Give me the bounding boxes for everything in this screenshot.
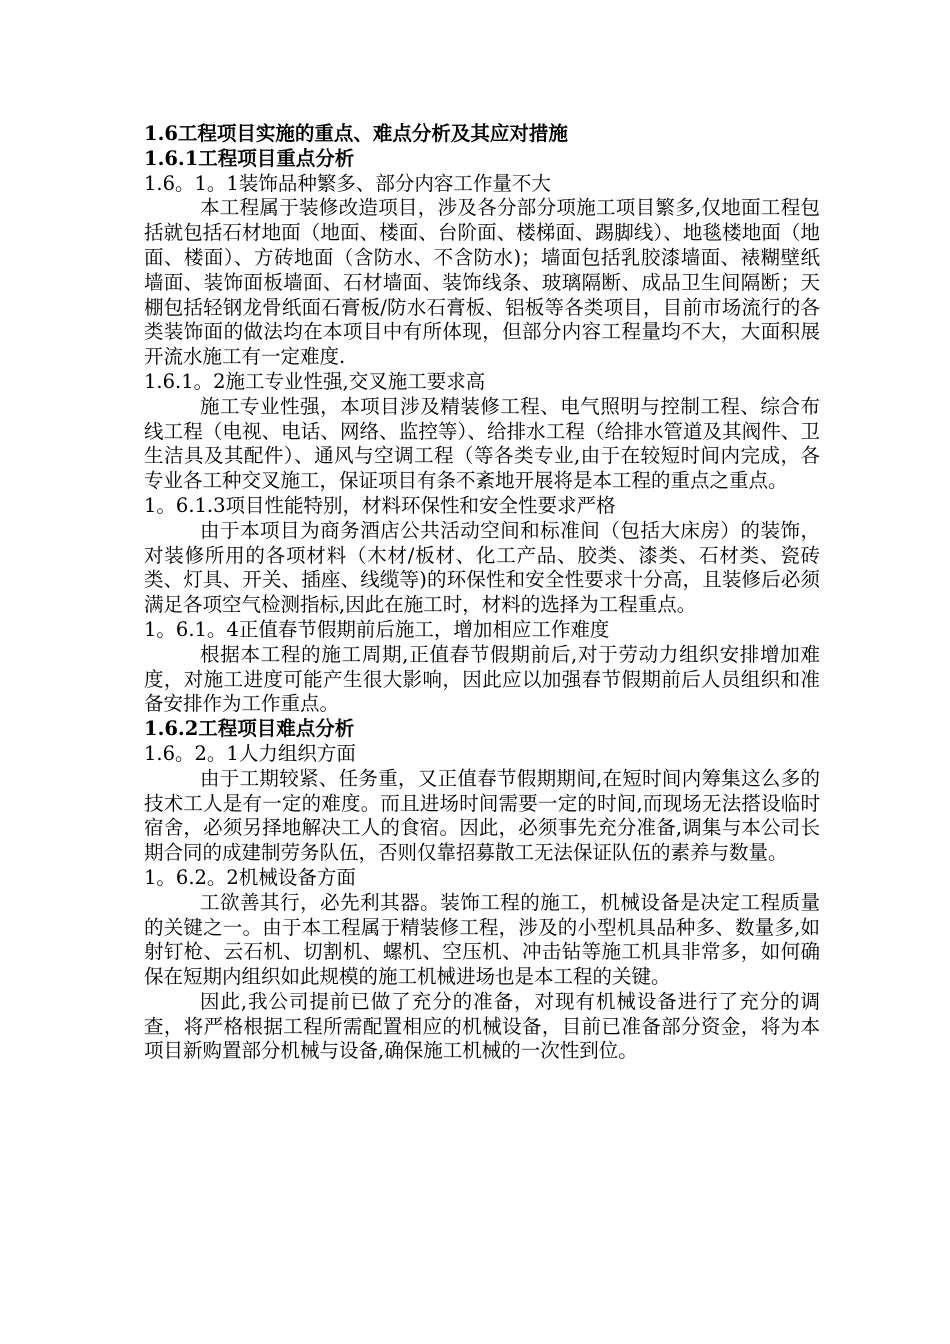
document-page bbox=[144, 122, 820, 1064]
subsection-heading: 1.6.1。2施工专业性强,交叉施工要求高 bbox=[144, 369, 486, 393]
paragraph: 由于工期较紧、任务重，又正值春节假期期间,在短时间内筹集这么多的技术工人是有一定的难度。而且进场时间需要一定的时间,而现场无法搭设临时宿舍，必须另择地解决工人的食宿。因此，必须事先充分准备,调集与本公司长期合同的成建制劳务队伍，否则仅靠招募散工无法保证队伍的素养与数量。 bbox=[144, 766, 820, 865]
main-heading: 1.6工程项目实施的重点、难点分析及其应对措施 bbox=[144, 122, 568, 145]
paragraph: 本工程属于装修改造项目，涉及各分部分项施工项目繁多,仅地面工程包括就包括石材地面（地面、楼面、台阶面、楼梯面、踢脚线）、地毯楼地面（地面、楼面）、方砖地面（含防水、不含防水)；墙面包括乳胶漆墙面、裱糊壁纸墙面、装饰面板墙面、石材墙面、装饰线条、玻璃隔断、成品卫生间隔断；天棚包括轻钢龙骨纸面石膏板/防水石膏板、铝板等各类项目，目前市场流行的各类装饰面的做法均在本项目中有所体现，但部分内容工程量均不大，大面积展开流水施工有一定难度. bbox=[144, 196, 820, 369]
paragraph: 施工专业性强，本项目涉及精装修工程、电气照明与控制工程、综合布线工程（电视、电话、网络、监控等）、给排水工程（给排水管道及其阀件、卫生洁具及其配件）、通风与空调工程（等各类专业,由于在较短时间内完成，各专业各工种交叉施工，保证项目有条不紊地开展将是本工程的重点之重点。 bbox=[144, 394, 820, 493]
subsection-heading: 1。6.1。4正值春节假期前后施工，增加相应工作难度 bbox=[144, 617, 610, 641]
paragraph: 由于本项目为商务酒店公共活动空间和标准间（包括大床房）的装饰，对装修所用的各项材料（木材/板材、化工产品、胶类、漆类、石材类、瓷砖类、灯具、开关、插座、线缆等)的环保性和安全性要求十分高，且装修后必须满足各项空气检测指标,因此在施工时，材料的选择为工程重点。 bbox=[144, 518, 820, 617]
section-heading-key-points: 1.6.1工程项目重点分析 bbox=[144, 146, 355, 170]
subsection-heading: 1。6.2。2机械设备方面 bbox=[144, 865, 356, 889]
paragraph: 因此,我公司提前已做了充分的准备，对现有机械设备进行了充分的调查，将严格根据工程所需配置相应的机械设备，目前已准备部分资金，将为本项目新购置部分机械与设备,确保施工机械的一次性到位。 bbox=[144, 989, 820, 1063]
subsection-heading: 1。6.1.3项目性能特别，材料环保性和安全性要求严格 bbox=[144, 493, 616, 517]
paragraph: 工欲善其行，必先利其器。装饰工程的施工，机械设备是决定工程质量的关键之一。由于本工程属于精装修工程，涉及的小型机具品种多、数量多,如射钉枪、云石机、切割机、螺机、空压机、冲击钻等施工机具非常多，如何确保在短期内组织如此规模的施工机械进场也是本工程的关键。 bbox=[144, 890, 820, 989]
subsection-heading: 1.6。2。1人力组织方面 bbox=[144, 741, 356, 765]
paragraph: 根据本工程的施工周期,正值春节假期前后,对于劳动力组织安排增加难度，对施工进度可能产生很大影响，因此应以加强春节假期前后人员组织和准备安排作为工作重点。 bbox=[144, 642, 820, 716]
subsection-heading: 1.6。1。1装饰品种繁多、部分内容工作量不大 bbox=[144, 171, 551, 195]
section-heading-difficulties: 1.6.2工程项目难点分析 bbox=[144, 717, 355, 741]
